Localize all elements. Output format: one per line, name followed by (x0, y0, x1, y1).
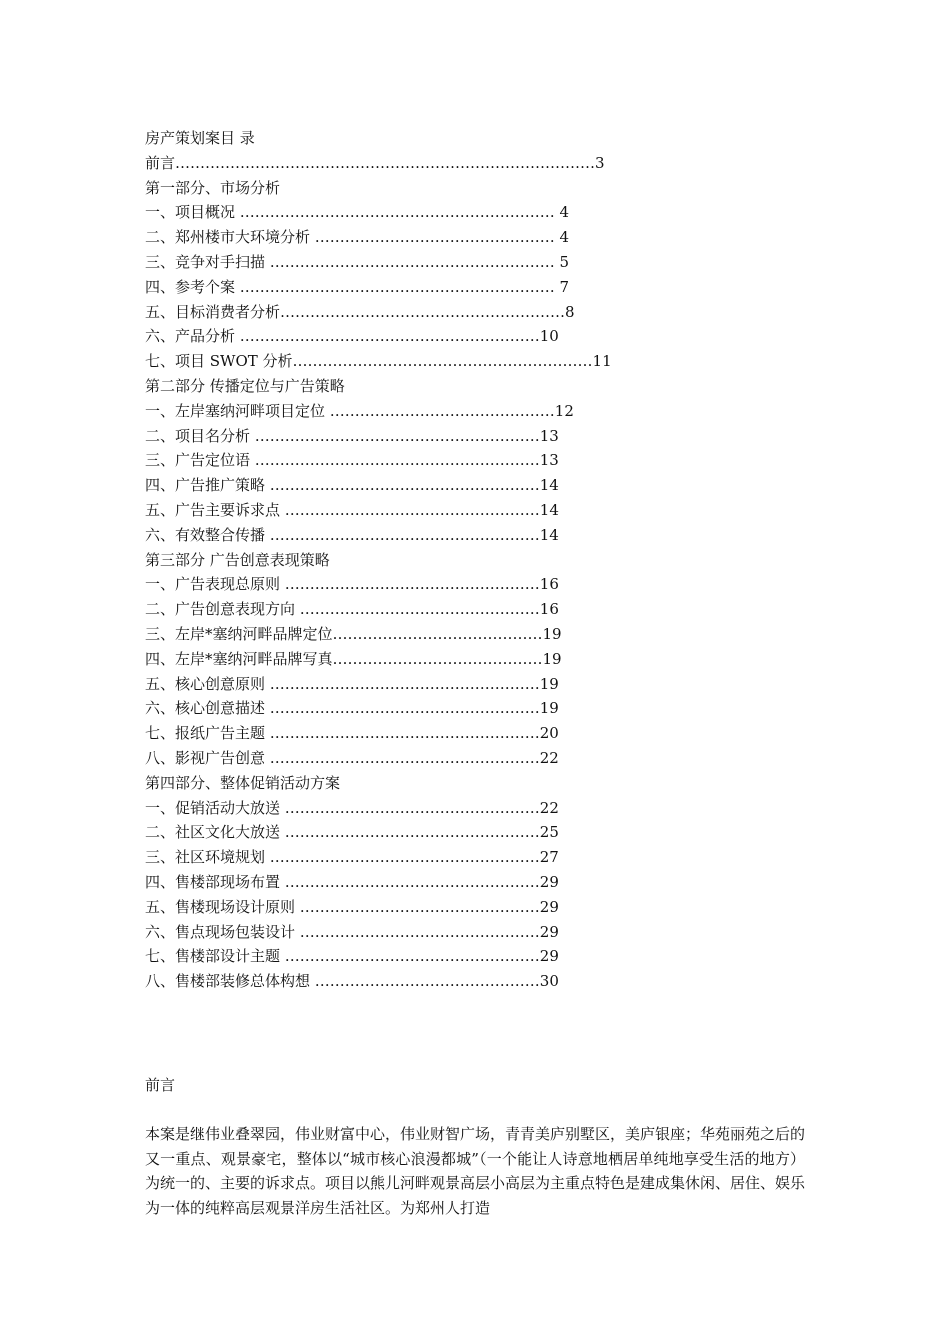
toc-entry: 五、售楼现场设计原则 …………………………………………29 (145, 897, 559, 916)
toc-entry: 三、竞争对手扫描 ………………………………………………… 5 (145, 252, 570, 271)
toc-entry: 一、广告表现总原则 ……………………………………………16 (145, 575, 559, 594)
toc-entry: 六、产品分析 ……………………………………………………10 (145, 327, 559, 346)
toc-entry: 三、广告定位语 …………………………………………………13 (145, 451, 559, 470)
toc-entry: 二、广告创意表现方向 …………………………………………16 (145, 600, 559, 619)
toc-entry: 六、有效整合传播 ………………………………………………14 (145, 525, 559, 544)
toc-entry: 四、广告推广策略 ………………………………………………14 (145, 476, 559, 495)
toc-title: 房产策划案目 录 (145, 129, 255, 147)
toc-entry: 八、影视广告创意 ………………………………………………22 (145, 748, 559, 767)
toc-entry: 六、核心创意描述 ………………………………………………19 (145, 699, 559, 718)
toc-entry: 一、左岸塞纳河畔项目定位 ………………………………………12 (145, 401, 574, 420)
toc-section-heading: 第四部分、整体促销活动方案 (145, 773, 341, 792)
preface-heading: 前言 (145, 1076, 176, 1094)
toc-entry: 八、售楼部装修总体构想 ………………………………………30 (145, 972, 559, 991)
toc-entry: 三、左岸*塞纳河畔品牌定位……………………………………19 (145, 624, 562, 643)
toc-entry: 二、社区文化大放送 ……………………………………………25 (145, 823, 559, 842)
toc-entry: 四、参考个案 ……………………………………………………… 7 (145, 277, 570, 296)
toc-entry: 五、核心创意原则 ………………………………………………19 (145, 674, 559, 693)
toc-entry: 二、项目名分析 …………………………………………………13 (145, 426, 559, 445)
toc-entry: 二、郑州楼市大环境分析 ………………………………………… 4 (145, 228, 570, 247)
toc-entry: 四、售楼部现场布置 ……………………………………………29 (145, 872, 559, 891)
toc-entry: 七、报纸广告主题 ………………………………………………20 (145, 724, 559, 743)
toc-entry: 前言…………………………………………………………………………3 (145, 153, 605, 172)
toc-entry: 四、左岸*塞纳河畔品牌写真……………………………………19 (145, 649, 562, 668)
toc-section-heading: 第三部分 广告创意表现策略 (145, 550, 330, 569)
toc-entry: 三、社区环境规划 ………………………………………………27 (145, 848, 559, 867)
toc-entry: 一、项目概况 ……………………………………………………… 4 (145, 203, 570, 222)
table-of-contents (145, 126, 665, 994)
toc-entry: 一、促销活动大放送 ……………………………………………22 (145, 798, 559, 817)
preface-paragraph: 本案是继伟业叠翠园，伟业财富中心，伟业财智广场，青青美庐别墅区，美庐银座；华苑丽苑之后的又一重点、观景豪宅，整体以“城市核心浪漫都城”（一个能让人诗意地栖居单纯地享受生活的地方）为统一的、主要的诉求点。项目以熊儿河畔观景高层小高层为主重点特色是建成集休闲、居住、娱乐为一体的纯粹高层观景洋房生活社区。为郑州人打造 (145, 1125, 806, 1217)
toc-entry: 七、售楼部设计主题 ……………………………………………29 (145, 947, 559, 966)
toc-entry: 五、广告主要诉求点 ……………………………………………14 (145, 500, 559, 519)
toc-section-heading: 第二部分 传播定位与广告策略 (145, 376, 345, 395)
toc-entry: 七、项目 SWOT 分析……………………………………………………11 (145, 352, 612, 371)
toc-entry: 六、售点现场包装设计 …………………………………………29 (145, 922, 559, 941)
toc-entry: 五、目标消费者分析…………………………………………………8 (145, 302, 575, 321)
toc-section-heading: 第一部分、市场分析 (145, 178, 281, 197)
